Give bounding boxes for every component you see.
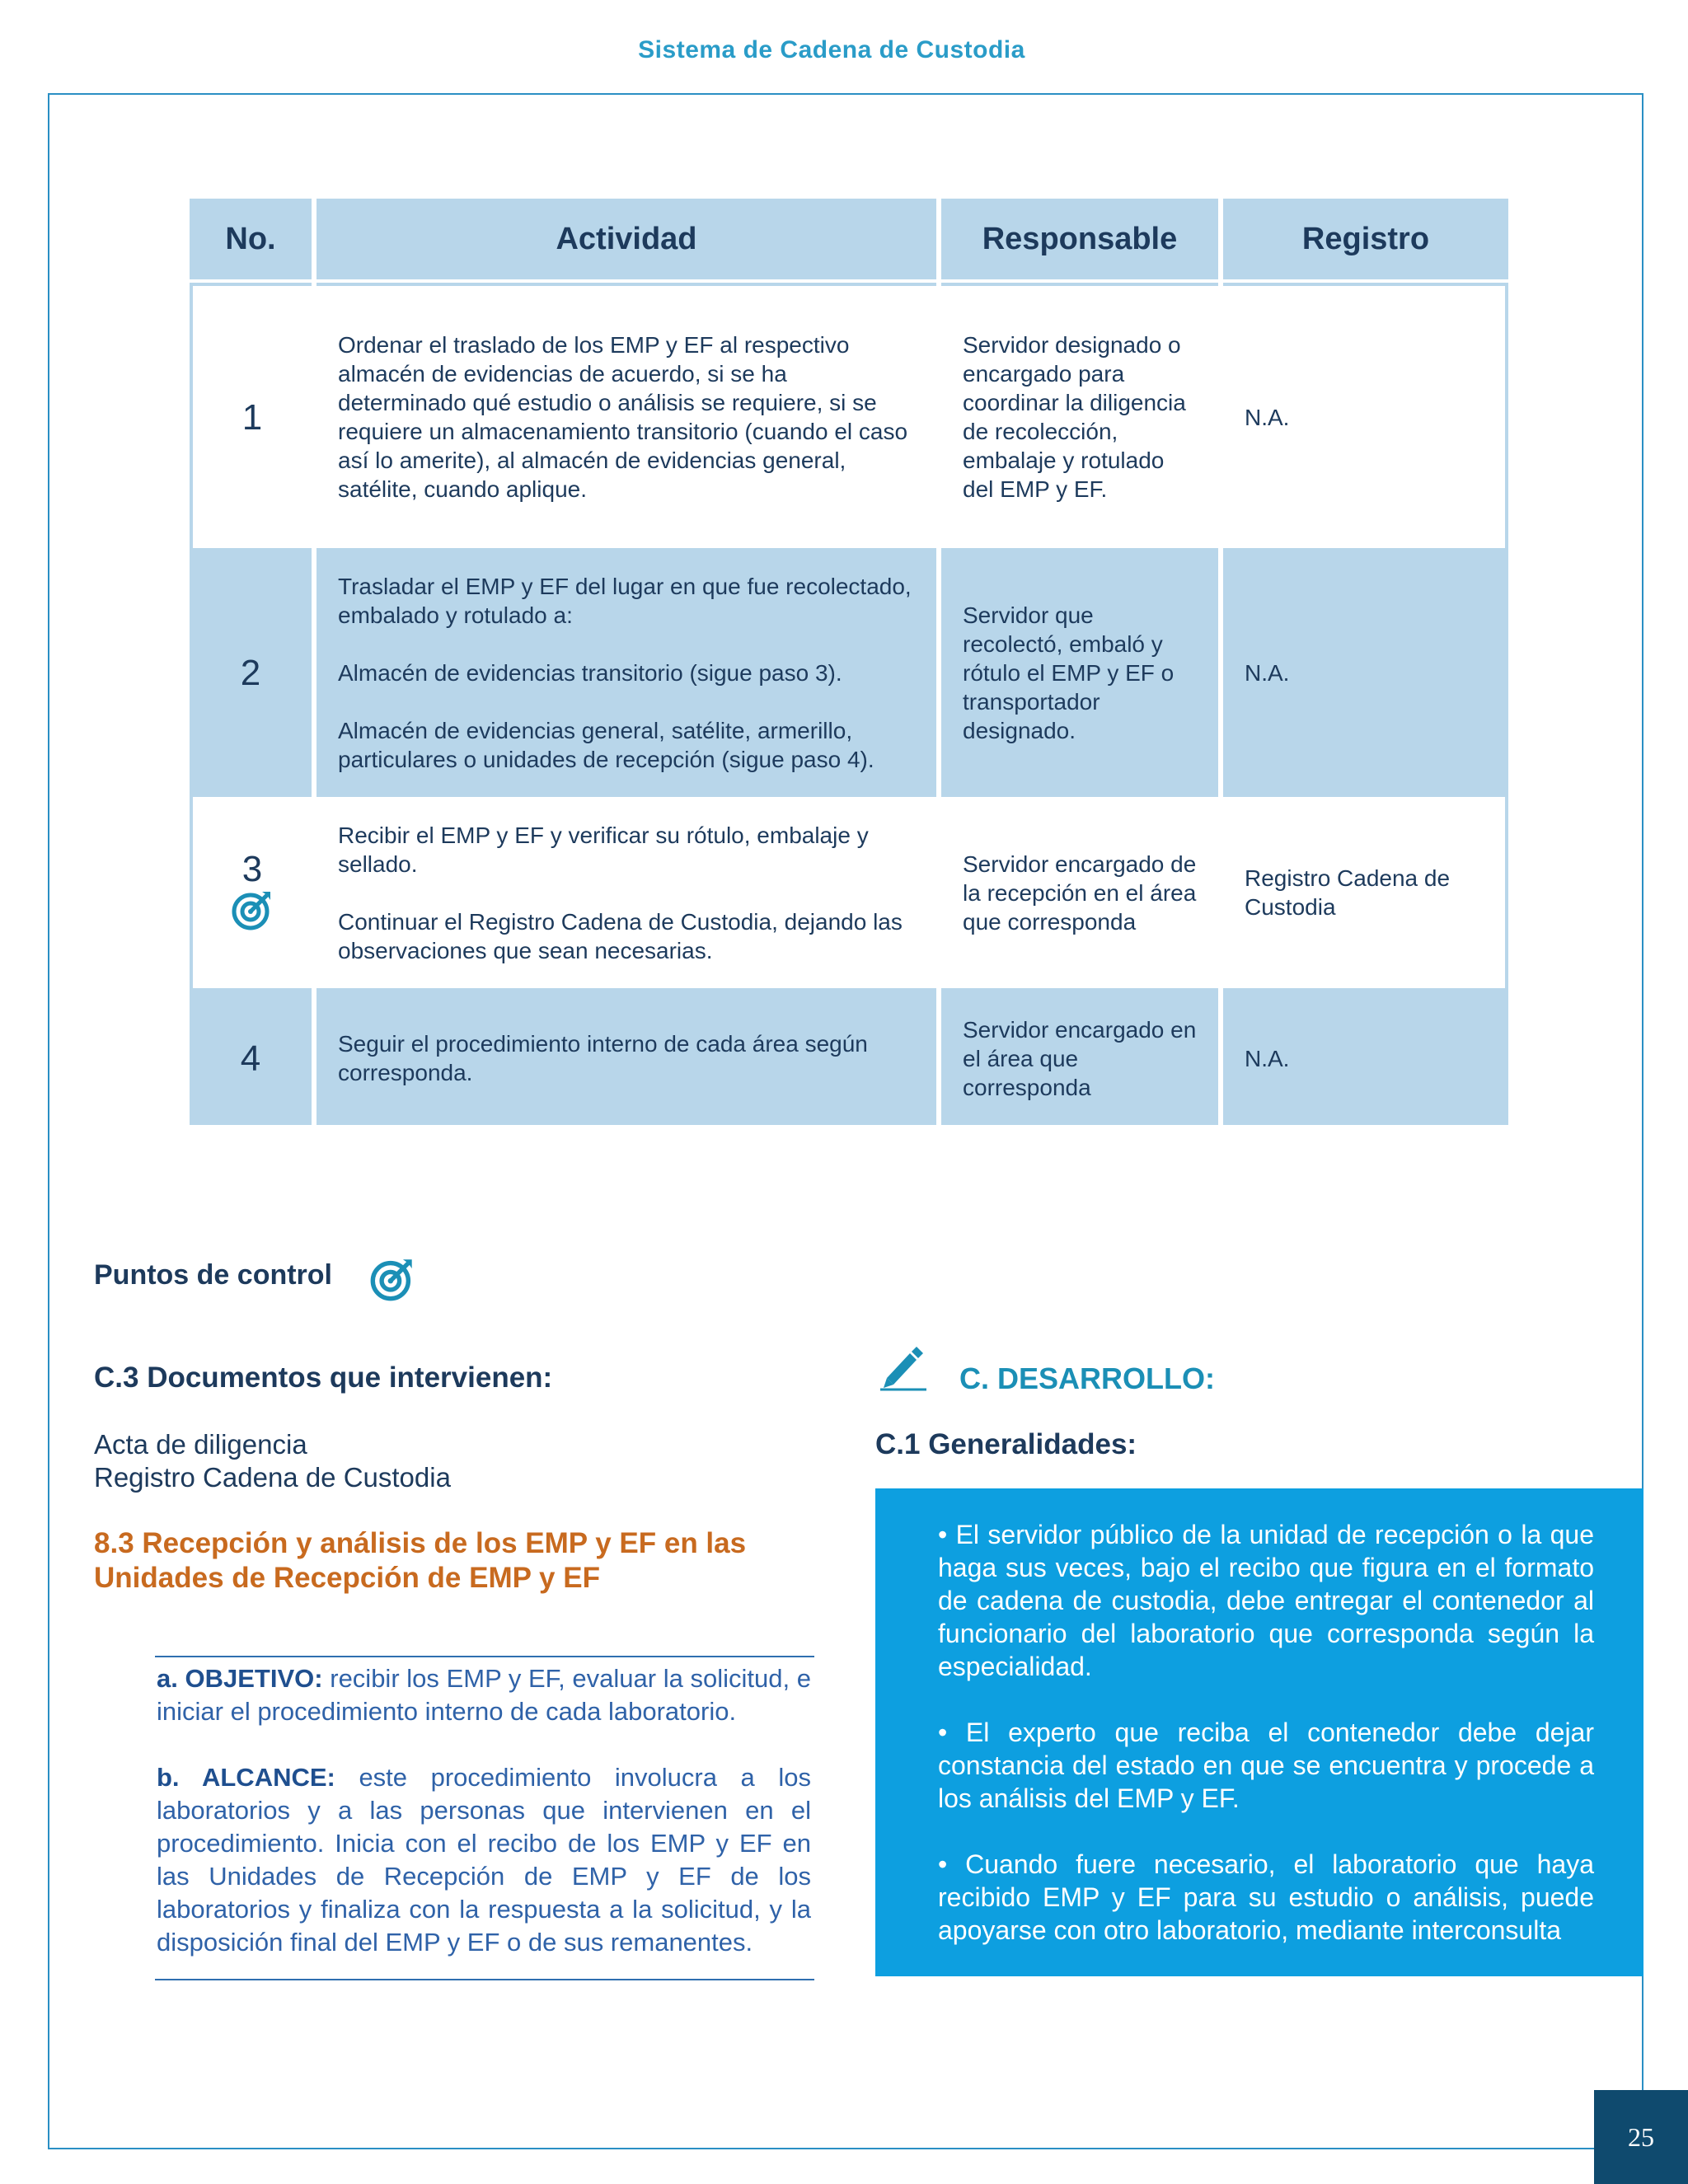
header-responsable: Responsable <box>941 199 1218 283</box>
alcance-text: este procedimiento involucra a los laboratorios y a las personas que intervienen en el procedimiento. Inicia con el recibo de los EMP y EF en las Unidades de Recepción de EMP y EF de los laboratorios y finaliza con la respuesta a la solicitud, y la disposición final del EMP y EF o de sus remanentes. <box>157 1763 811 1957</box>
row-number: 2 <box>190 551 312 794</box>
actividad-text: Almacén de evidencias general, satélite, armerillo, particulares o unidades de recepción (sigue paso 4). <box>338 717 874 772</box>
row-number: 3 <box>241 848 263 889</box>
row-registro: Registro Cadena de Custodia <box>1223 794 1508 991</box>
row-actividad <box>316 283 936 551</box>
c1-heading: C.1 Generalidades: <box>875 1428 1137 1460</box>
document-item: Registro Cadena de Custodia <box>94 1462 451 1493</box>
actividad-text: Almacén de evidencias transitorio (sigue paso 3). <box>338 659 842 686</box>
objetivo-text: recibir los EMP y EF, evaluar la solicitud, e iniciar el procedimiento interno de cada laboratorio. <box>157 1664 812 1726</box>
c3-heading: C.3 Documentos que intervienen: <box>94 1361 553 1394</box>
objective-scope-box <box>155 1656 814 1980</box>
actividad-text: Trasladar el EMP y EF del lugar en que fue recolectado, embalado y rotulado a: <box>338 573 912 628</box>
alcance-paragraph <box>157 1761 811 1959</box>
row-responsable: Servidor designado o encargado para coordinar la diligencia de recolección, embalaje y rotulado del EMP y EF. <box>941 283 1218 551</box>
row-actividad <box>316 794 936 991</box>
row-number-cell <box>190 794 312 991</box>
row-registro: N.A. <box>1223 551 1508 794</box>
row-responsable: Servidor encargado de la recepción en el área que corresponda <box>941 794 1218 991</box>
table-row <box>190 283 1508 551</box>
header-no: No. <box>190 199 312 283</box>
row-responsable: Servidor encargado en el área que corresponda <box>941 991 1218 1125</box>
actividad-text: Ordenar el traslado de los EMP y EF al respectivo almacén de evidencias de acuerdo, si se ha determinado qué estudio o análisis se requiere, si se requiere un almacenamiento transitorio (cuando el caso así lo amerite), al almacén de evidencias general, satélite, cuando aplique. <box>338 332 908 502</box>
page-number: 25 <box>1594 2090 1688 2184</box>
table-row <box>190 794 1508 991</box>
objetivo-label: a. OBJETIVO: <box>157 1664 323 1693</box>
table-row <box>190 991 1508 1125</box>
procedure-table <box>185 199 1513 1125</box>
row-number: 4 <box>190 991 312 1125</box>
table-row <box>190 551 1508 794</box>
target-icon <box>231 888 274 931</box>
documents-list <box>94 1428 451 1494</box>
generalidades-box <box>875 1488 1643 1976</box>
generalidades-bullet: • El experto que reciba el contenedor debe dejar constancia del estado en que se encuentra y procede a los análisis del EMP y EF. <box>938 1718 1594 1813</box>
generalidades-bullet: • Cuando fuere necesario, el laboratorio que haya recibido EMP y EF para su estudio o análisis, puede apoyarse con otro laboratorio, mediante interconsulta <box>938 1849 1594 1945</box>
target-icon <box>369 1256 415 1302</box>
actividad-text: Recibir el EMP y EF y verificar su rótulo, embalaje y sellado. <box>338 822 869 877</box>
header-actividad: Actividad <box>316 199 936 283</box>
generalidades-bullet: • El servidor público de la unidad de recepción o la que haga sus veces, bajo el recibo que figura en el formato de cadena de custodia, debe entregar el contenedor al funcionario del laboratorio que corresponda según la especialidad. <box>938 1520 1594 1681</box>
objetivo-paragraph <box>157 1662 811 1728</box>
desarrollo-heading: C. DESARROLLO: <box>959 1361 1215 1395</box>
row-registro: N.A. <box>1223 991 1508 1125</box>
row-actividad <box>316 551 936 794</box>
row-number: 1 <box>190 283 312 551</box>
row-responsable: Servidor que recolectó, embaló y rótulo el EMP y EF o transportador designado. <box>941 551 1218 794</box>
actividad-text: Seguir el procedimiento interno de cada área según corresponda. <box>338 1031 868 1085</box>
alcance-label: b. ALCANCE: <box>157 1763 335 1792</box>
page-header-title: Sistema de Cadena de Custodia <box>638 36 1025 63</box>
puntos-control-label: Puntos de control <box>94 1259 332 1291</box>
actividad-text: Continuar el Registro Cadena de Custodia, dejando las observaciones que sean necesarias. <box>338 908 903 963</box>
pen-icon <box>875 1345 930 1391</box>
row-actividad <box>316 991 936 1125</box>
table-header-row <box>190 199 1508 283</box>
document-item: Acta de diligencia <box>94 1429 307 1460</box>
section-83-heading: 8.3 Recepción y análisis de los EMP y EF en las Unidades de Recepción de EMP y EF <box>94 1527 747 1594</box>
row-registro: N.A. <box>1223 283 1508 551</box>
header-registro: Registro <box>1223 199 1508 283</box>
